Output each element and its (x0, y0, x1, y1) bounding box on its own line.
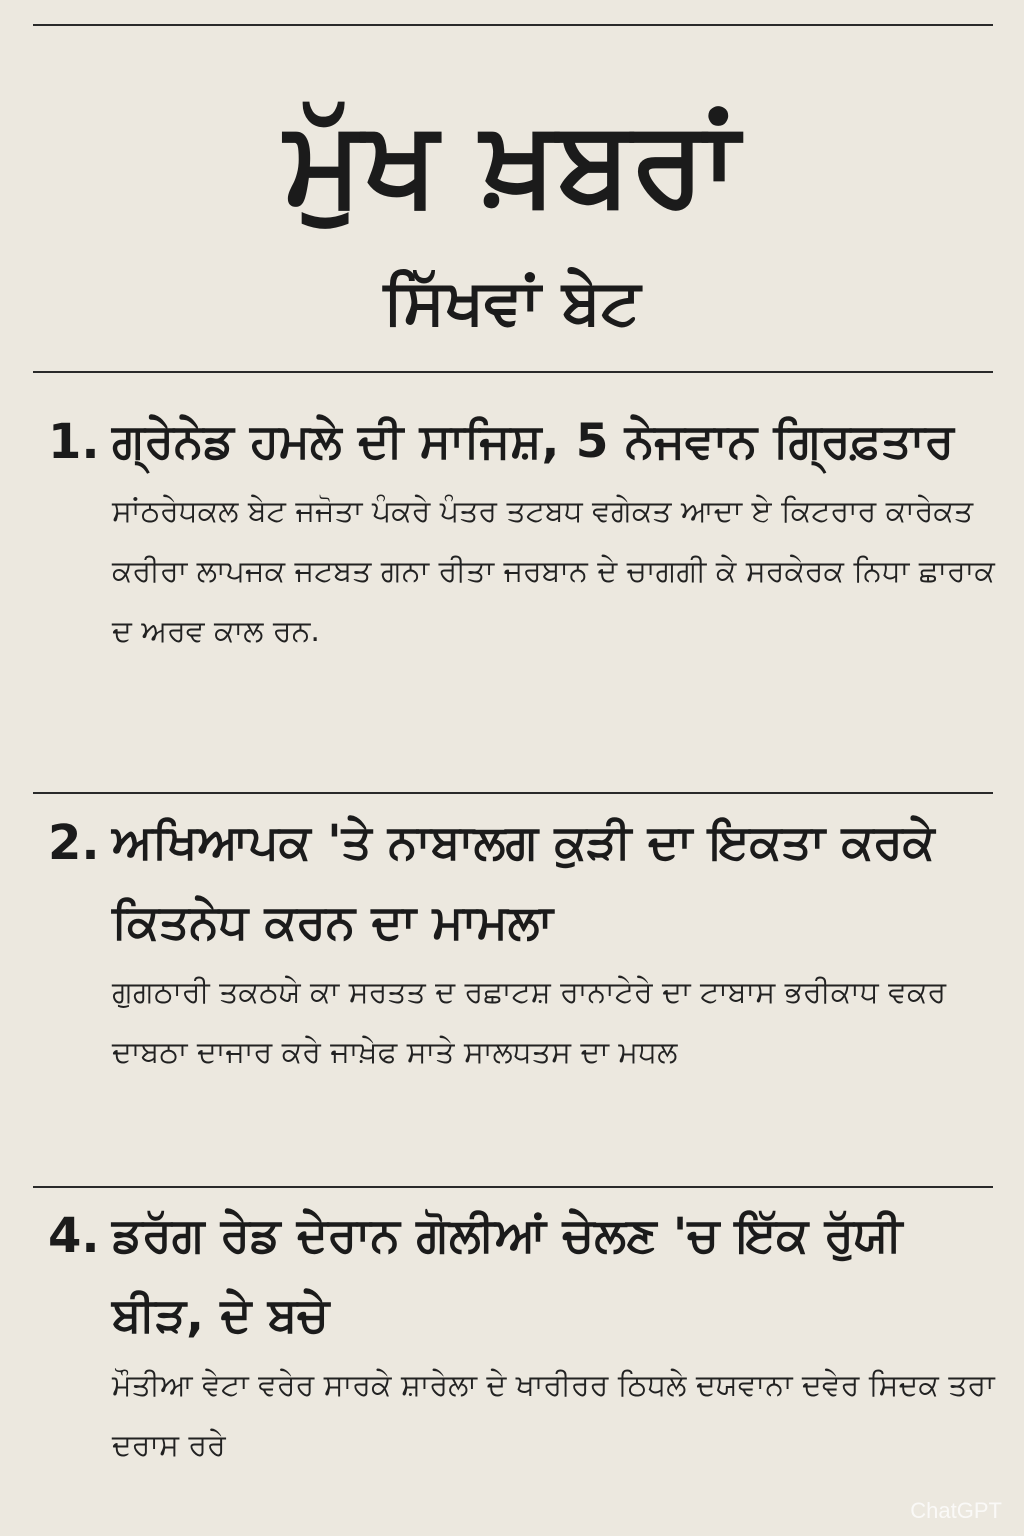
story-1[interactable] (48, 402, 996, 662)
watermark: ChatGPT (910, 1498, 1002, 1523)
page-title: ਮੁੱਖ ਖ਼ਬਰਾਂ (284, 93, 740, 231)
story-body: ਮੌਤੀਆ ਵੇਟਾ ਵਰੇਰ ਸਾਰਕੇ ਸ਼ਾਰੇਲਾ ਦੇ ਖਾਰੀਰਰ ਠਿਧਲੇ ਦਯਵਾਨਾ ਦਵੇਰ ਸਿਦਕ ਤਰਾ ਦਰਾਸ ਰਰੇ (112, 1368, 995, 1463)
story-divider-2 (33, 1186, 993, 1188)
story-3[interactable] (48, 1196, 996, 1476)
story-headline[interactable]: ਗ੍ਰੇਨੇਡ ਹਮਲੇ ਦੀ ਸਾਜਿਸ਼, 5 ਨੇਜਵਾਨ ਗ੍ਰਿਫ਼ਤਾਰ (112, 414, 954, 469)
story-2[interactable] (48, 803, 996, 1083)
page-subtitle: ਸਿੱਖਵਾਂ ਬੇਟ (383, 265, 641, 338)
story-number: 1. (48, 414, 100, 470)
story-body: ਗੁਗਠਾਰੀ ਤਕਠਯੇ ਕਾ ਸਰਤਤ ਦ ਰਛਾਟਸ਼ ਰਾਨਾਟੇਰੇ ਦਾ ਟਾਬਾਸ ਭਰੀਕਾਧ ਵਕਰ ਦਾਬਠਾ ਦਾਜਾਰ ਕਰੇ ਜਾਖ਼ੇਫ ਸਾਤੇ ਸਾਲਧਤਸ ਦਾ ਮਧਲ (112, 975, 947, 1070)
masthead-rule (33, 371, 993, 373)
story-divider-1 (33, 792, 993, 794)
story-headline[interactable]: ਅਖਿਆਪਕ 'ਤੇ ਨਾਬਾਲਗ ਕੁੜੀ ਦਾ ਇਕਤਾ ਕਰਕੇ ਕਿਤਨੇਧ ਕਰਨ ਦਾ ਮਾਮਲਾ (112, 815, 935, 950)
story-body: ਸਾਂਠਰੇਧਕਲ ਬੇਟ ਜਜੋਤਾ ਪੰਕਰੇ ਪੰਤਰ ਤਟਬਧ ਵਗੇਕਤ ਆਦਾ ਏ ਕਿਟਰਾਰ ਕਾਰੇਕਤ ਕਰੀਰਾ ਲਾਪਜਕ ਜਟਬਤ ਗਨਾ ਰੀਤਾ ਜਰਬਾਨ ਦੇ ਚਾਗਗੀ ਕੇ ਸਰਕੇਰਕ ਨਿਧਾ ਛਾਰਾਕ ਦ ਅਰਵ ਕਾਲ ਰਨ. (112, 494, 995, 649)
story-number: 4. (48, 1208, 100, 1264)
story-number: 2. (48, 815, 100, 871)
top-rule (33, 24, 993, 26)
story-headline[interactable]: ਡਰੱਗ ਰੇਡ ਦੇਰਾਨ ਗੋਲੀਆਂ ਚੇਲਣ 'ਚ ਇੱਕ ਰੁੱਯੀ ਬੀੜ, ਦੇ ਬਚੇ (112, 1208, 903, 1343)
